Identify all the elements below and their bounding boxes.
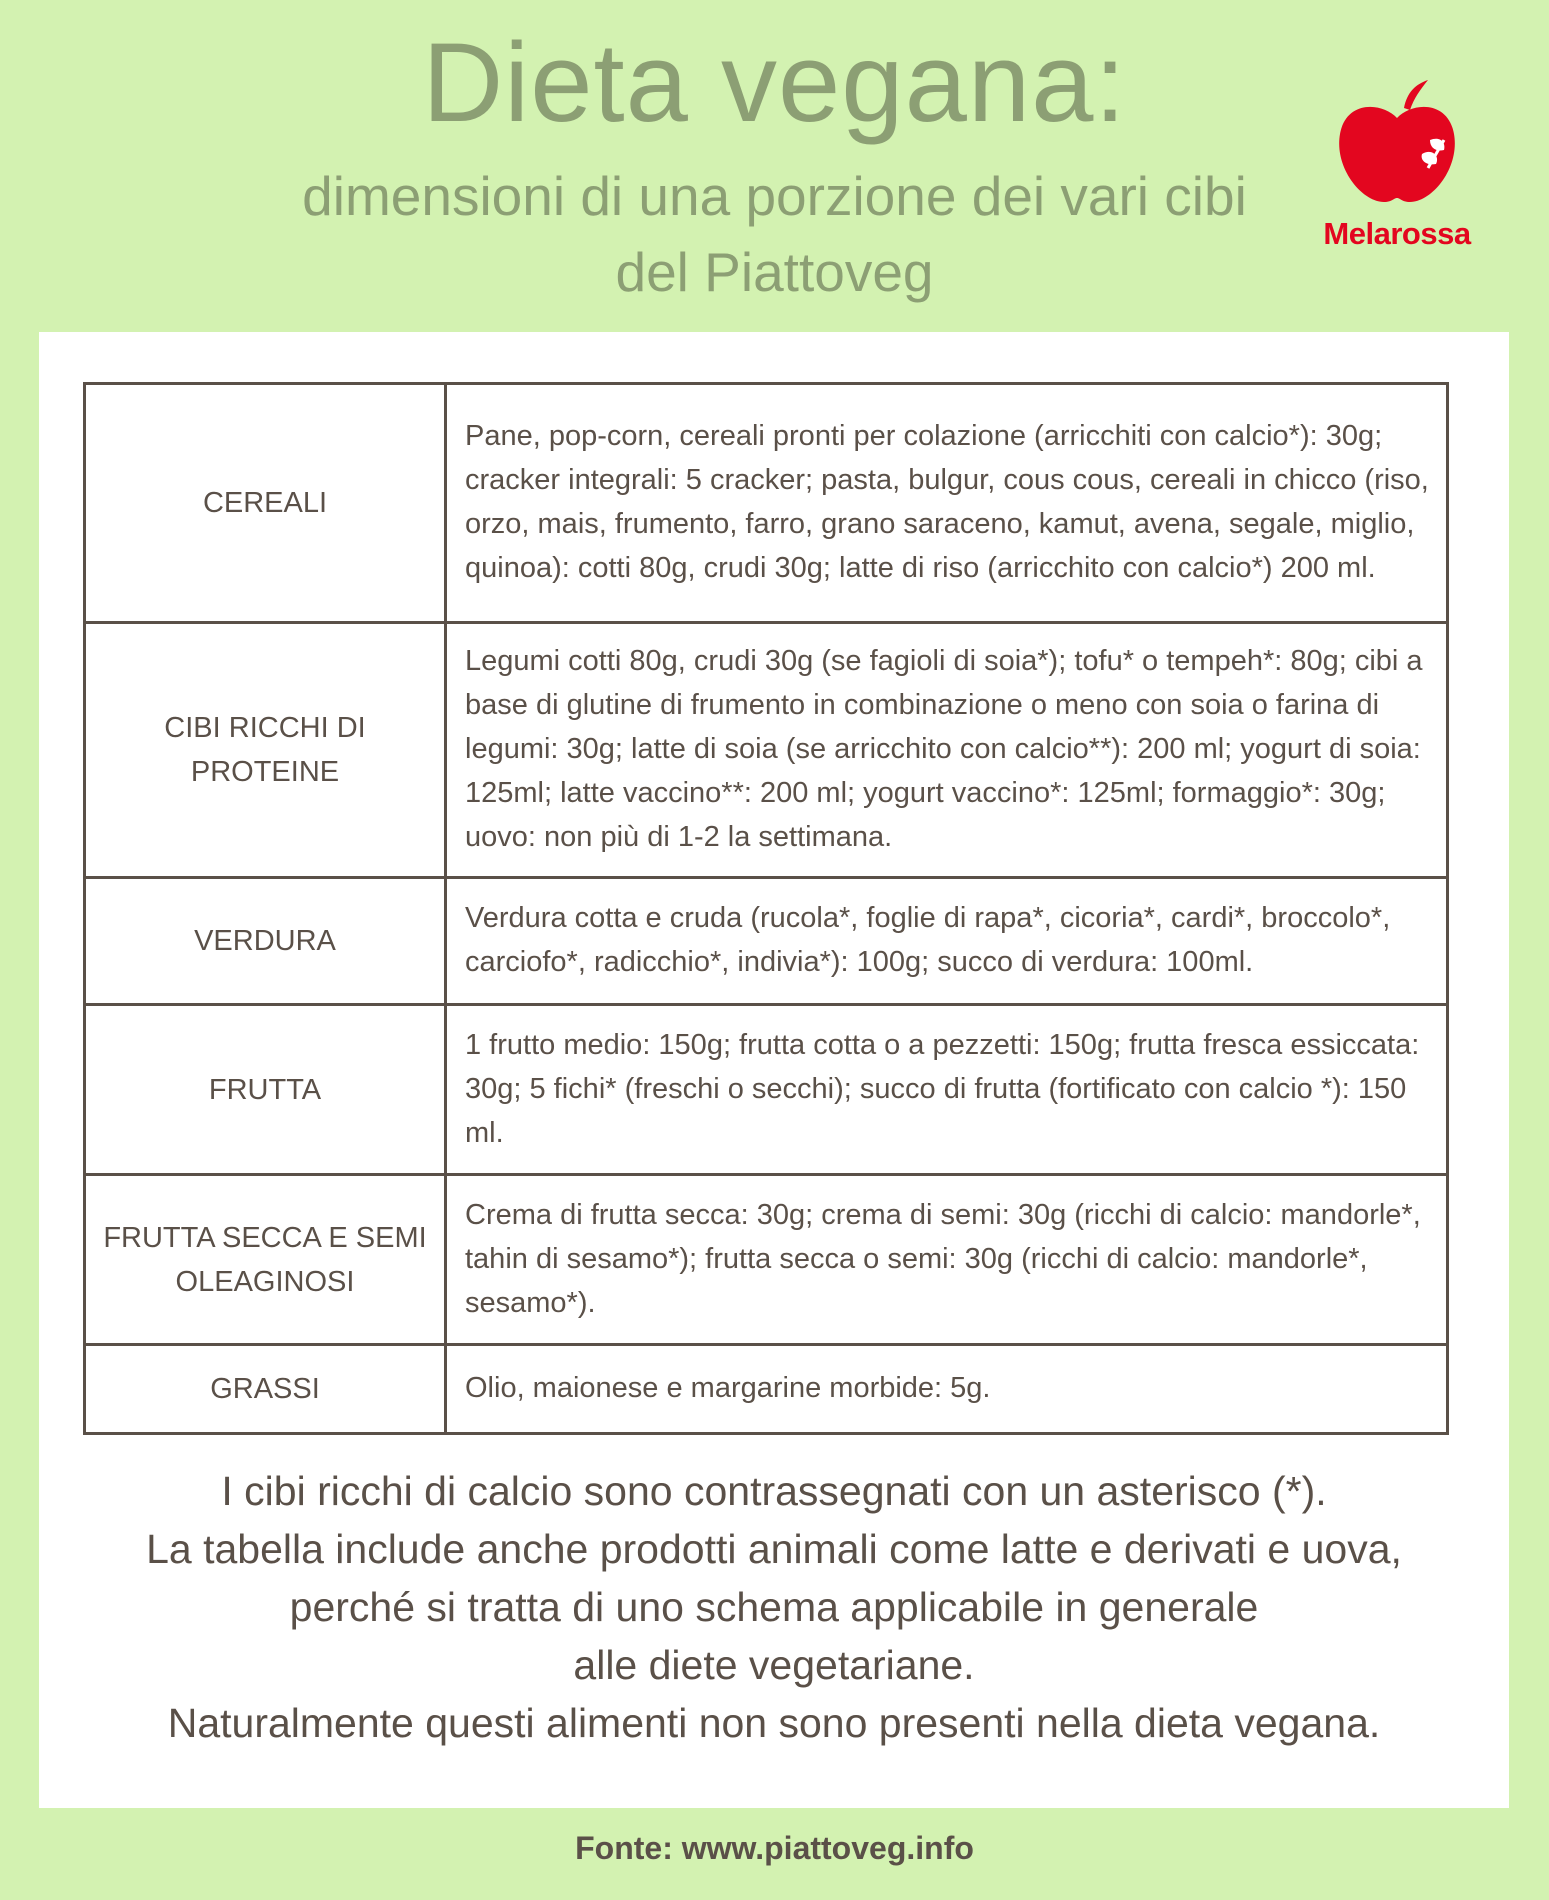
subtitle-line-1: dimensioni di una porzione dei vari cibi — [302, 165, 1247, 227]
portion-table — [83, 382, 1449, 1435]
category-cell: GRASSI — [85, 1345, 446, 1434]
subtitle-line-2: del Piattoveg — [615, 241, 934, 303]
category-cell: FRUTTA SECCA E SEMI OLEAGINOSI — [85, 1175, 446, 1345]
footnote — [39, 1462, 1509, 1752]
table-row — [85, 878, 1448, 1005]
logo-text: Melarossa — [1323, 216, 1471, 251]
description-cell: 1 frutto medio: 150g; frutta cotta o a pezzetti: 150g; frutta fresca essiccata: 30g; 5 fichi* (freschi o secchi); succo di frutta (fortificato con calcio *): 150 ml. — [446, 1005, 1448, 1175]
footnote-line-4: alle diete vegetariane. — [573, 1642, 975, 1688]
footnote-line-5: Naturalmente questi alimenti non sono presenti nella dieta vegana. — [167, 1700, 1381, 1746]
footnote-line-1: I cibi ricchi di calcio sono contrassegnati con un asterisco (*). — [221, 1468, 1327, 1514]
description-cell: Verdura cotta e cruda (rucola*, foglie di rapa*, cicoria*, cardi*, broccolo*, carciofo*, radicchio*, indivia*): 100g; succo di verdura: 100ml. — [446, 878, 1448, 1005]
category-cell: FRUTTA — [85, 1005, 446, 1175]
melarossa-logo — [1312, 78, 1482, 258]
table-row — [85, 1345, 1448, 1434]
footnote-line-2: La tabella include anche prodotti animali come latte e derivati e uova, — [146, 1526, 1402, 1572]
table-row — [85, 1005, 1448, 1175]
table-row — [85, 1175, 1448, 1345]
footnote-line-3: perché si tratta di uno schema applicabile in generale — [289, 1584, 1259, 1630]
description-cell: Crema di frutta secca: 30g; crema di semi: 30g (ricchi di calcio: mandorle*, tahin di sesamo*); frutta secca o semi: 30g (ricchi di calcio: mandorle*, sesamo*). — [446, 1175, 1448, 1345]
source-credit: Fonte: www.piattoveg.info — [575, 1830, 974, 1866]
page-title: Dieta vegana: — [422, 20, 1127, 145]
apple-icon — [1312, 78, 1482, 213]
content-card — [39, 332, 1509, 1808]
category-cell: VERDURA — [85, 878, 446, 1005]
description-cell: Olio, maionese e margarine morbide: 5g. — [446, 1345, 1448, 1434]
table-row — [85, 623, 1448, 878]
description-cell: Legumi cotti 80g, crudi 30g (se fagioli di soia*); tofu* o tempeh*: 80g; cibi a base di glutine di frumento in combinazione o meno con soia o farina di legumi: 30g; latte di soia (se arricchito con calcio**): 200 ml; yogurt di soia: 125ml; latte vaccino**: 200 ml; yogurt vaccino*: 125ml; formaggio*: 30g; uovo: non più di 1-2 la settimana. — [446, 623, 1448, 878]
description-cell: Pane, pop-corn, cereali pronti per colazione (arricchiti con calcio*): 30g; cracker integrali: 5 cracker; pasta, bulgur, cous cous, cereali in chicco (riso, orzo, mais, frumento, farro, grano saraceno, kamut, avena, segale, miglio, quinoa): cotti 80g, crudi 30g; latte di riso (arricchito con calcio*) 200 ml. — [446, 384, 1448, 623]
header — [0, 0, 1549, 330]
category-cell: CIBI RICCHI DI PROTEINE — [85, 623, 446, 878]
table-row — [85, 384, 1448, 623]
category-cell: CEREALI — [85, 384, 446, 623]
